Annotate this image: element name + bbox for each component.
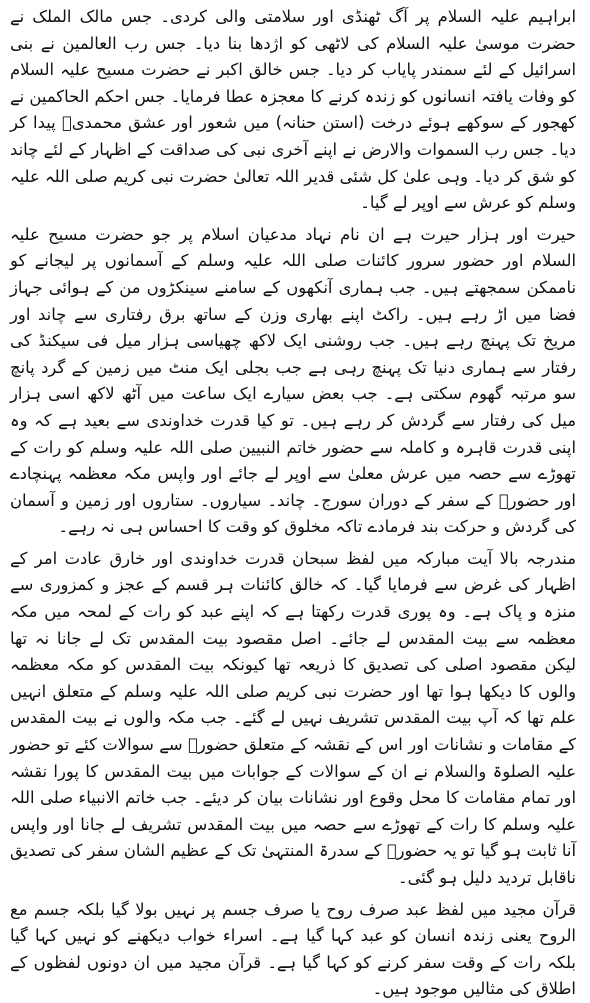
paragraph: ابراہیم علیہ السلام پر آگ ٹھنڈی اور سلامتی والی کردی۔ جس مالک الملک نے حضرت موسیٰ علیہ السلام کی لاٹھی کو اژدھا بنا دیا۔ جس رب العالمین نے بنی اسرائیل کے لئے سمندر پایاب کر دیا۔ جس خالق اکبر نے حضرت مسیح علیہ السلام کو وفات یافتہ انسانوں کو زندہ کرنے کا معجزہ عطا فرمایا۔ جس احکم الحاکمین نے کھجور کے سوکھے ہوئے درخت (استن حنانہ) میں شعور اور عشق محمدیؐ پیدا کر دیا۔ جس رب السموات والارض نے اپنے آخری نبی کی صداقت کے اظہار کے لئے چاند کو شق کر دیا۔ وہی علیٰ کل شئی قدیر اللہ تعالیٰ حضرت نبی کریم صلی اللہ علیہ وسلم کو عرش سے اوپر لے گیا۔ (10, 7, 576, 213)
paragraph: مندرجہ بالا آیت مبارکہ میں لفظ سبحان قدرت خداوندی اور خارق عادت امر کے اظہار کی غرض سے فرمایا گیا۔ کہ خالق کائنات ہر قسم کے عجز و کمزوری سے منزہ و پاک ہے۔ وہ پوری قدرت رکھتا ہے کہ اپنے عبد کو رات کے لمحہ میں مکہ معظمہ سے بیت المقدس لے جائے۔ اصل مقصود بیت المقدس تک لے جانا نہ تھا لیکن مقصود اصلی کی تصدیق کا ذریعہ تھا کیونکہ بیت المقدس کو مکہ معظمہ والوں کا دیکھا ہوا تھا اور حضرت نبی کریم صلی اللہ علیہ وسلم کے متعلق انہیں علم تھا کہ آپ بیت المقدس تشریف نہیں لے گئے۔ جب مکہ والوں نے بیت المقدس کے مقامات و نشانات اور اس کے نقشہ کے متعلق حضورؐ سے سوالات کئے تو حضور علیہ الصلوۃ والسلام نے ان کے سوالات کے جوابات میں بیت المقدس کا پورا نقشہ اور تمام مقامات کا محل وقوع اور نشانات بیان کر دیئے۔ جب خاتم الانبیاء صلی اللہ علیہ وسلم کا رات کے تھوڑے سے حصہ میں بیت المقدس تشریف لے جانا اور واپس آنا ثابت ہو گیا تو یہ حضورؐ کے سدرۃ المنتہیٰ تک کے عظیم الشان سفر کی تصدیق ناقابل تردید دلیل ہو گئی۔ (10, 548, 576, 887)
paragraph: حیرت اور ہزار حیرت ہے ان نام نہاد مدعیان اسلام پر جو حضرت مسیح علیہ السلام اور حضور سرور کائنات صلی اللہ علیہ وسلم کے آسمانوں پر لیجانے کو ناممکن سمجھتے ہیں۔ جب ہماری آنکھوں کے سامنے سینکڑوں من کے ہوائی جہاز فضا میں اڑ رہے ہیں۔ راکٹ اپنے بھاری وزن کے ساتھ برق رفتاری سے چاند اور مریخ تک پہنچ رہے ہیں۔ جب روشنی ایک لاکھ چھیاسی ہزار میل فی سیکنڈ کی رفتار سے ہماری دنیا تک پہنچ رہی ہے جب بجلی ایک منٹ میں زمین کے گرد پانچ سو مرتبہ گھوم سکتی ہے۔ جب بعض سیارے ایک ساعت میں آٹھ لاکھ اسی ہزار میل کی رفتار سے گردش کر رہے ہیں۔ تو کیا قدرت خداوندی سے بعید ہے کہ وہ اپنی قدرت قاہرہ و کاملہ سے حضور خاتم النبیین صلی اللہ علیہ وسلم کو رات کے تھوڑے سے حصہ میں عرش معلیٰ سے اوپر لے جائے اور واپس مکہ معظمہ پہنچادے اور حضورؐ کے سفر کے دوران سورج۔ چاند۔ سیاروں۔ ستاروں اور زمین و آسمان کی گردش و حرکت بند فرمادے تاکہ مخلوق کو وقت کا احساس ہی نہ رہے۔ (10, 224, 576, 537)
paragraph: قرآن مجید میں لفظ عبد صرف روح یا صرف جسم پر نہیں بولا گیا بلکہ جسم مع الروح یعنی زندہ انسان کو عبد کہا گیا ہے۔ اسراء خواب دیکھنے کو نہیں کہا گیا بلکہ رات کے وقت سفر کرنے کو کہا گیا ہے۔ قرآن مجید میں ان دونوں لفظوں کے اطلاق کی مثالیں موجود ہیں۔ (10, 899, 576, 999)
